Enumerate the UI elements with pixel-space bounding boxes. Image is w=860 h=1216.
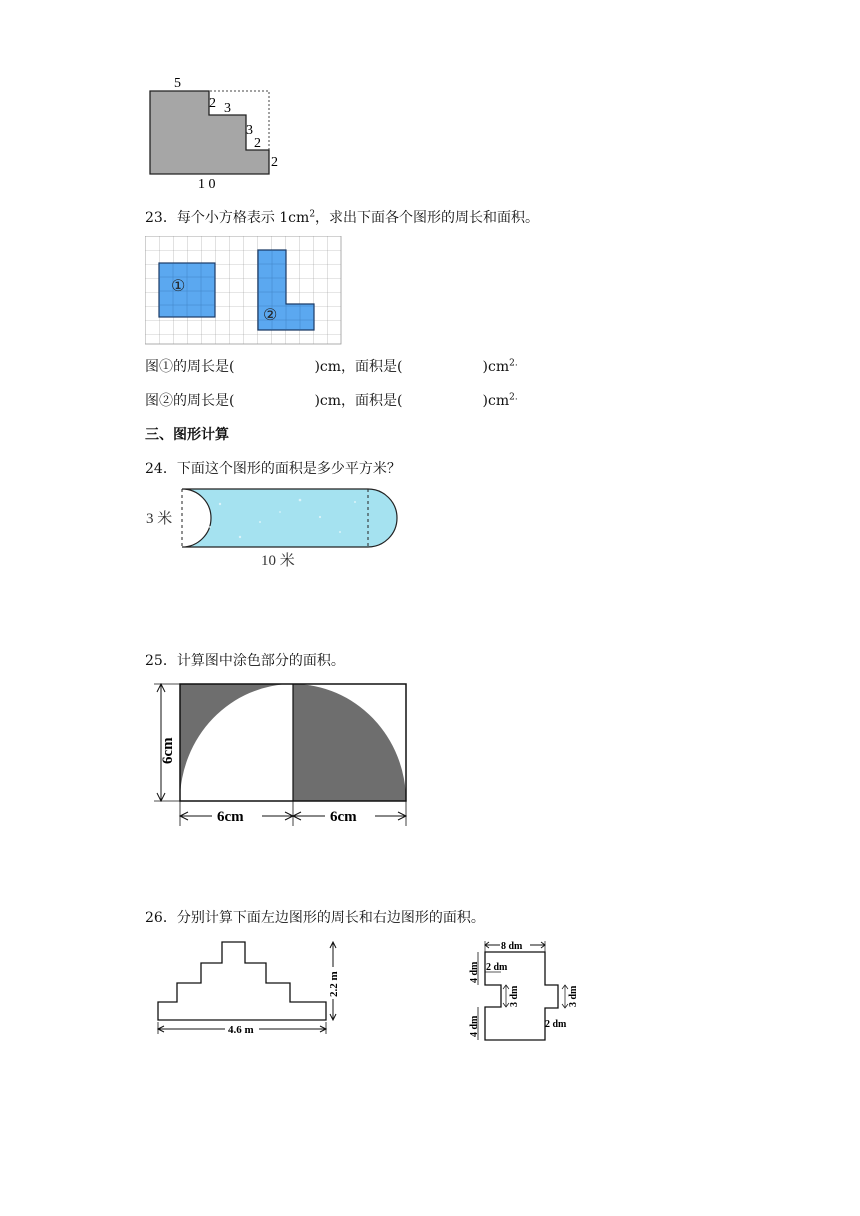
- height-label: 6cm: [160, 737, 176, 764]
- cross-label-8dm: 8 dm: [501, 941, 523, 952]
- top-label-5: 5: [174, 76, 181, 91]
- stepped-pyramid-figure: [150, 935, 360, 1040]
- q23-line2-prefix: 图②的周长是(: [145, 393, 235, 409]
- q25-prompt: [145, 650, 345, 670]
- q23-text-after: ，求出下面各个图形的周长和面积。: [315, 210, 540, 226]
- q26-text: 分别计算下面左边图形的周长和右边图形的面积。: [176, 910, 485, 926]
- top-label-2a: 2: [209, 96, 216, 111]
- q23-line1-prefix: 图①的周长是(: [145, 359, 235, 375]
- q25-number: 25．: [145, 653, 177, 669]
- q24-text: 下面这个图形的面积是多少平方米？: [176, 461, 401, 477]
- q26-prompt: [145, 907, 485, 927]
- shape2-label: ②: [263, 307, 278, 324]
- capsule-figure: [140, 482, 410, 572]
- top-label-3b: 3: [246, 123, 253, 138]
- q23-answer-line-2: [145, 390, 518, 410]
- q23-answer-line-1: [145, 356, 518, 376]
- shape1-label: ①: [171, 278, 186, 295]
- capsule-height-label: 3 米: [146, 511, 173, 527]
- q23-line1-suffix: )cm: [482, 359, 510, 375]
- q23-line2-sup: 2.: [509, 392, 518, 403]
- q25-text: 计算图中涂色部分的面积。: [176, 653, 345, 669]
- q23-line1-sup: 2.: [509, 358, 518, 369]
- grid-figure: [145, 236, 345, 346]
- capsule-width-label: 10 米: [261, 553, 295, 569]
- section-heading: 三、图形计算: [145, 427, 229, 443]
- width-right-label: 6cm: [330, 809, 357, 825]
- top-label-2c: 2: [271, 155, 278, 170]
- q23-line2-suffix: )cm: [482, 393, 510, 409]
- q24-number: 24．: [145, 461, 177, 477]
- pyramid-height-label: 2.2 m: [328, 971, 340, 997]
- q23-text-sup: 2: [309, 209, 316, 220]
- cross-label-4dm-bottom: 4 dm: [469, 1015, 480, 1037]
- cross-label-2dm-right: 2 dm: [545, 1019, 567, 1030]
- q26-number: 26．: [145, 910, 177, 926]
- staircase-figure: [140, 70, 290, 195]
- cross-shape-figure: [466, 936, 586, 1046]
- q23-number: 23．: [145, 210, 177, 226]
- right-shaded-region: [293, 684, 406, 801]
- cross-label-2dm-left: 2 dm: [486, 962, 508, 973]
- q24-prompt: [145, 458, 401, 478]
- width-left-label: 6cm: [217, 809, 244, 825]
- quarter-circles-figure: [150, 676, 415, 831]
- q23-line1-mid: )cm，面积是(: [314, 359, 403, 375]
- q23-line2-mid: )cm，面积是(: [314, 393, 403, 409]
- capsule-shape: [182, 489, 397, 547]
- top-label-10: 1 0: [198, 177, 216, 192]
- cross-label-4dm-top: 4 dm: [469, 961, 480, 983]
- top-label-2b: 2: [254, 136, 261, 151]
- left-shaded-region: [180, 684, 293, 801]
- pyramid-width-label: 4.6 m: [228, 1024, 254, 1036]
- q23-text-before: 每个小方格表示 1cm: [176, 210, 310, 226]
- top-label-3a: 3: [224, 101, 231, 116]
- cross-label-3dm-left: 3 dm: [509, 985, 520, 1007]
- pyramid-shape: [158, 942, 326, 1020]
- q23-prompt: [145, 207, 539, 227]
- cross-label-3dm-right: 3 dm: [568, 985, 579, 1007]
